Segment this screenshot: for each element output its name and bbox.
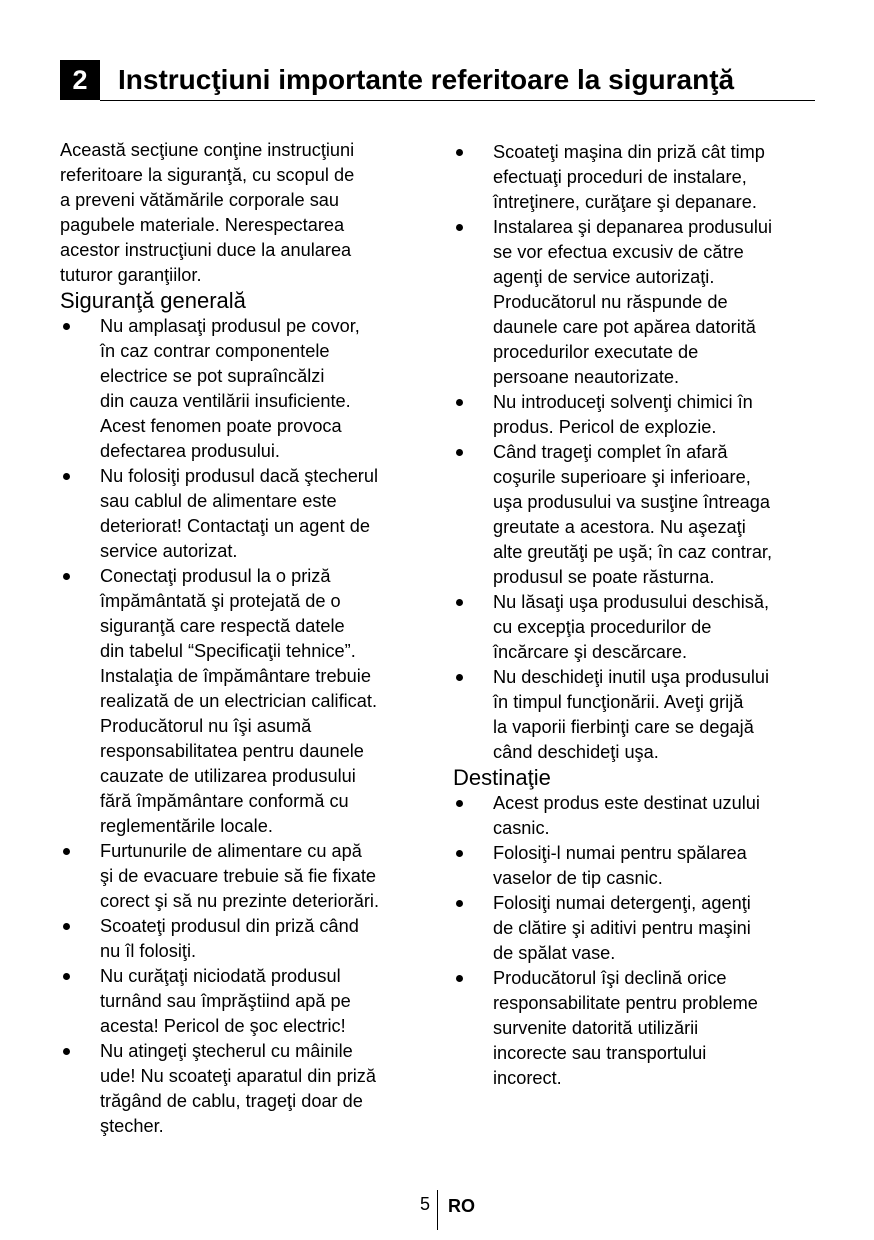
footer-divider xyxy=(437,1190,438,1230)
section-header xyxy=(60,60,815,100)
list-item: Nu folosiţi produsul dacă ştecherul sau cablul de alimentare este deteriorat! Contactaţi un agent de service autorizat. xyxy=(60,464,425,564)
list-item: Acest produs este destinat uzului casnic. xyxy=(453,791,818,841)
intended-use-list xyxy=(453,791,818,1091)
chapter-number-badge: 2 xyxy=(60,60,100,100)
page-title: Instrucţiuni importante referitoare la siguranţă xyxy=(118,64,735,95)
page-number: 5 xyxy=(420,1194,431,1214)
list-item: Conectaţi produsul la o priză împământată şi protejată de o siguranţă care respectă datele din tabelul “Specificaţii tehnice”. Instalaţia de împământare trebuie realizată de un electrician calificat. Producătorul nu îşi asumă responsabilitatea pentru daunele cauzate de utilizarea produsului fără împământare conformă cu reglementările locale. xyxy=(60,564,425,839)
list-item: Scoateţi produsul din priză când nu îl folosiţi. xyxy=(60,914,425,964)
list-item: Când trageţi complet în afară coşurile superioare şi inferioare, uşa produsului va susţine întreaga greutate a acestora. Nu aşezaţi alte greutăţi pe uşă; în caz contrar, produsul se poate răsturna. xyxy=(453,440,818,590)
language-code: RO xyxy=(448,1196,475,1216)
list-item: Furtunurile de alimentare cu apă şi de evacuare trebuie să fie fixate corect şi să nu prezinte deteriorări. xyxy=(60,839,425,914)
general-safety-heading: Siguranţă generală xyxy=(60,288,246,313)
general-safety-list xyxy=(60,314,425,1139)
left-column xyxy=(60,138,425,1139)
list-item: Scoateţi maşina din priză cât timp efectuaţi proceduri de instalare, întreţinere, curăţare şi depanare. xyxy=(453,140,818,215)
list-item: Nu atingeţi ştecherul cu mâinile ude! Nu scoateţi aparatul din priză trăgând de cablu, trageţi doar de ştecher. xyxy=(60,1039,425,1139)
general-safety-list-continued xyxy=(453,140,818,765)
list-item: Producătorul îşi declină orice responsabilitate pentru probleme survenite datorită utilizării incorecte sau transportului incorect. xyxy=(453,966,818,1091)
list-item: Nu lăsaţi uşa produsului deschisă, cu excepţia procedurilor de încărcare şi descărcare. xyxy=(453,590,818,665)
list-item: Instalarea şi depanarea produsului se vor efectua excusiv de către agenţi de service autorizaţi. Producătorul nu răspunde de daunele care pot apărea datorită procedurilor executate de persoane neautorizate. xyxy=(453,215,818,390)
list-item: Nu deschideţi inutil uşa produsului în timpul funcţionării. Aveţi grijă la vaporii fierbinţi care se degajă când deschideţi uşa. xyxy=(453,665,818,765)
list-item: Nu amplasaţi produsul pe covor, în caz contrar componentele electrice se pot supraîncălzi din cauza ventilării insuficiente. Acest fenomen poate provoca defectarea produsului. xyxy=(60,314,425,464)
header-divider xyxy=(100,100,815,101)
intro-paragraph: Această secţiune conţine instrucţiuni referitoare la siguranţă, cu scopul de a preveni vătămările corporale sau pagubele materiale. Nerespectarea acestor instrucţiuni duce la anularea tuturor garanţiilor. xyxy=(60,140,355,285)
right-column xyxy=(453,140,818,1091)
list-item: Nu introduceţi solvenţi chimici în produs. Pericol de explozie. xyxy=(453,390,818,440)
list-item: Nu curăţaţi niciodată produsul turnând sau împrăştiind apă pe acesta! Pericol de şoc electric! xyxy=(60,964,425,1039)
list-item: Folosiţi-l numai pentru spălarea vaselor de tip casnic. xyxy=(453,841,818,891)
intended-use-heading: Destinaţie xyxy=(453,765,551,790)
list-item: Folosiţi numai detergenţi, agenţi de clătire şi aditivi pentru maşini de spălat vase. xyxy=(453,891,818,966)
